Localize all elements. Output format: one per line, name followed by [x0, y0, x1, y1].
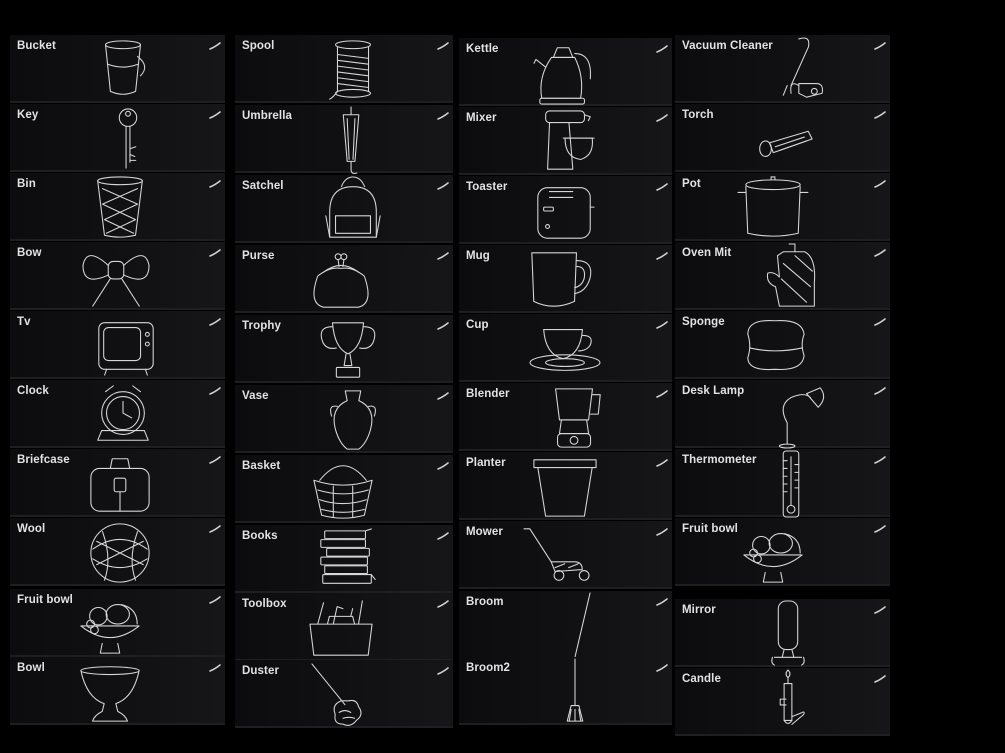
brush-tile-basket[interactable]	[235, 455, 453, 523]
brush-stroke-preview-icon	[874, 249, 886, 257]
brush-name: Planter	[466, 457, 506, 469]
brush-name: Toaster	[466, 181, 508, 193]
brush-tile-briefcase[interactable]	[10, 449, 225, 517]
wool-icon	[82, 520, 158, 586]
books-icon	[310, 527, 386, 593]
brush-stroke-preview-icon	[209, 387, 221, 395]
brush-tile-bow[interactable]	[10, 242, 225, 310]
brush-tile-bin[interactable]	[10, 173, 225, 241]
vase-icon	[315, 387, 391, 453]
brush-tile-blender[interactable]	[459, 383, 672, 451]
brush-stroke-preview-icon	[209, 318, 221, 326]
brush-name: Spool	[242, 40, 275, 52]
brush-tile-sponge[interactable]	[675, 311, 890, 379]
brush-stroke-preview-icon	[874, 42, 886, 50]
brush-name: Pot	[682, 178, 701, 190]
brush-name: Thermometer	[682, 454, 757, 466]
brush-name: Umbrella	[242, 110, 293, 122]
brush-name: Broom2	[466, 662, 511, 674]
blender-icon	[537, 385, 613, 451]
brush-name: Trophy	[242, 320, 281, 332]
brush-tile-bowl[interactable]	[10, 657, 225, 725]
brush-stroke-preview-icon	[874, 318, 886, 326]
brush-name: Toolbox	[242, 598, 287, 610]
torch-icon	[745, 106, 821, 172]
brush-stroke-preview-icon	[209, 111, 221, 119]
brush-name: Sponge	[682, 316, 725, 328]
brush-tile-desk-lamp[interactable]	[675, 380, 890, 448]
brush-name: Broom	[466, 596, 504, 608]
brush-name: Bowl	[17, 662, 45, 674]
brush-tile-broom2[interactable]	[459, 657, 672, 725]
brush-stroke-preview-icon	[874, 456, 886, 464]
brush-stroke-preview-icon	[656, 664, 668, 672]
brush-name: Kettle	[466, 43, 499, 55]
brush-stroke-preview-icon	[209, 664, 221, 672]
brush-tile-clock[interactable]	[10, 380, 225, 448]
candle-icon	[750, 670, 826, 736]
brush-tile-oven-mit[interactable]	[675, 242, 890, 310]
brush-tile-mirror[interactable]	[675, 599, 890, 667]
brush-tile-fruit-bowl[interactable]	[10, 589, 225, 657]
brush-tile-bucket[interactable]	[10, 35, 225, 103]
brush-name: Clock	[17, 385, 49, 397]
brush-stroke-preview-icon	[656, 252, 668, 260]
brush-tile-cup[interactable]	[459, 314, 672, 382]
brush-tile-fruit-bowl[interactable]	[675, 518, 890, 586]
brush-name: Fruit bowl	[17, 594, 73, 606]
fruit-bowl-icon	[735, 520, 811, 586]
bucket-icon	[85, 37, 161, 103]
brush-name: Blender	[466, 388, 510, 400]
brush-name: Bow	[17, 247, 42, 259]
brush-stroke-preview-icon	[656, 598, 668, 606]
brush-name: Key	[17, 109, 39, 121]
brush-stroke-preview-icon	[874, 525, 886, 533]
key-icon	[90, 106, 166, 172]
brush-stroke-preview-icon	[656, 390, 668, 398]
brush-stroke-preview-icon	[209, 180, 221, 188]
brush-name: Mug	[466, 250, 490, 262]
duster-icon	[305, 662, 381, 728]
brush-name: Bin	[17, 178, 36, 190]
brush-name: Vacuum Cleaner	[682, 40, 773, 52]
brush-tile-kettle[interactable]	[459, 38, 672, 106]
oven-mitt-icon	[755, 244, 831, 310]
brush-name: Satchel	[242, 180, 284, 192]
brush-stroke-preview-icon	[209, 525, 221, 533]
brush-stroke-preview-icon	[656, 114, 668, 122]
brush-name: Mirror	[682, 604, 716, 616]
umbrella-icon	[315, 107, 391, 173]
brush-stroke-preview-icon	[656, 459, 668, 467]
brush-stroke-preview-icon	[437, 322, 449, 330]
brush-stroke-preview-icon	[874, 675, 886, 683]
brush-tile-mug[interactable]	[459, 245, 672, 313]
brush-name: Mixer	[466, 112, 497, 124]
broom-icon	[554, 593, 630, 659]
brush-name: Torch	[682, 109, 714, 121]
brush-tile-pot[interactable]	[675, 173, 890, 241]
brush-tile-candle[interactable]	[675, 668, 890, 736]
brush-tile-toolbox[interactable]	[235, 593, 453, 661]
brush-stroke-preview-icon	[656, 45, 668, 53]
brush-tile-purse[interactable]	[235, 245, 453, 313]
brush-tile-wool[interactable]	[10, 518, 225, 586]
brush-name: Tv	[17, 316, 31, 328]
planter-icon	[527, 454, 603, 520]
brush-stroke-preview-icon	[437, 392, 449, 400]
trophy-icon	[310, 317, 386, 383]
basket-icon	[305, 457, 381, 523]
brush-stroke-preview-icon	[437, 182, 449, 190]
bow-icon	[78, 244, 154, 310]
toolbox-icon	[303, 595, 379, 661]
spool-icon	[315, 37, 391, 103]
bowl-icon	[72, 659, 148, 725]
brush-tile-trophy[interactable]	[235, 315, 453, 383]
brush-stroke-preview-icon	[656, 183, 668, 191]
brush-name: Basket	[242, 460, 281, 472]
brush-stroke-preview-icon	[437, 112, 449, 120]
brush-stroke-preview-icon	[209, 42, 221, 50]
brush-name: Fruit bowl	[682, 523, 738, 535]
brush-name: Desk Lamp	[682, 385, 745, 397]
brush-stroke-preview-icon	[209, 596, 221, 604]
brush-tile-thermometer[interactable]	[675, 449, 890, 517]
brush-stroke-preview-icon	[209, 456, 221, 464]
brush-stroke-preview-icon	[437, 462, 449, 470]
brush-stroke-preview-icon	[437, 42, 449, 50]
vacuum-cleaner-icon	[755, 37, 831, 103]
mower-icon	[519, 523, 595, 589]
brush-stroke-preview-icon	[656, 528, 668, 536]
brush-stroke-preview-icon	[437, 532, 449, 540]
brush-name: Mower	[466, 526, 503, 538]
brush-name: Vase	[242, 390, 269, 402]
brush-stroke-preview-icon	[874, 606, 886, 614]
brush-name: Candle	[682, 673, 721, 685]
bin-icon	[82, 175, 158, 241]
brush-stroke-preview-icon	[209, 249, 221, 257]
brush-stroke-preview-icon	[874, 387, 886, 395]
purse-icon	[303, 247, 379, 313]
brush-tile-vase[interactable]	[235, 385, 453, 453]
broom2-icon	[537, 659, 613, 725]
tv-icon	[88, 313, 164, 379]
briefcase-icon	[82, 451, 158, 517]
brush-tile-key[interactable]	[10, 104, 225, 172]
brush-name: Bucket	[17, 40, 56, 52]
mirror-icon	[750, 601, 826, 667]
brush-tile-vacuum-cleaner[interactable]	[675, 35, 890, 103]
brush-tile-planter[interactable]	[459, 452, 672, 520]
brush-stroke-preview-icon	[437, 252, 449, 260]
brush-tile-books[interactable]	[235, 525, 453, 593]
brush-tile-torch[interactable]	[675, 104, 890, 172]
brush-name: Briefcase	[17, 454, 70, 466]
brush-tile-duster[interactable]	[235, 660, 453, 728]
brush-tile-umbrella[interactable]	[235, 105, 453, 173]
brush-tile-mixer[interactable]	[459, 107, 672, 175]
fruit-bowl-icon	[72, 591, 148, 657]
brush-tile-toaster[interactable]	[459, 176, 672, 244]
thermometer-icon	[753, 451, 829, 517]
brush-name: Oven Mit	[682, 247, 732, 259]
kettle-icon	[529, 40, 605, 106]
brush-name: Wool	[17, 523, 46, 535]
mug-icon	[521, 247, 597, 313]
brush-name: Cup	[466, 319, 489, 331]
brush-stroke-preview-icon	[874, 180, 886, 188]
brush-stroke-preview-icon	[874, 111, 886, 119]
toaster-icon	[527, 178, 603, 244]
cup-icon	[527, 316, 603, 382]
pot-icon	[735, 175, 811, 241]
satchel-icon	[315, 177, 391, 243]
brush-tile-tv[interactable]	[10, 311, 225, 379]
brush-tile-broom[interactable]	[459, 591, 672, 659]
brush-name: Purse	[242, 250, 275, 262]
brush-stroke-preview-icon	[656, 321, 668, 329]
sponge-icon	[737, 313, 813, 379]
brush-name: Books	[242, 530, 278, 542]
brush-stroke-preview-icon	[437, 667, 449, 675]
brush-tile-mower[interactable]	[459, 521, 672, 589]
clock-icon	[85, 382, 161, 448]
brush-name: Duster	[242, 665, 280, 677]
brush-tile-satchel[interactable]	[235, 175, 453, 243]
mixer-icon	[529, 109, 605, 175]
brush-tile-spool[interactable]	[235, 35, 453, 103]
desk-lamp-icon	[755, 382, 831, 448]
brush-stroke-preview-icon	[437, 600, 449, 608]
